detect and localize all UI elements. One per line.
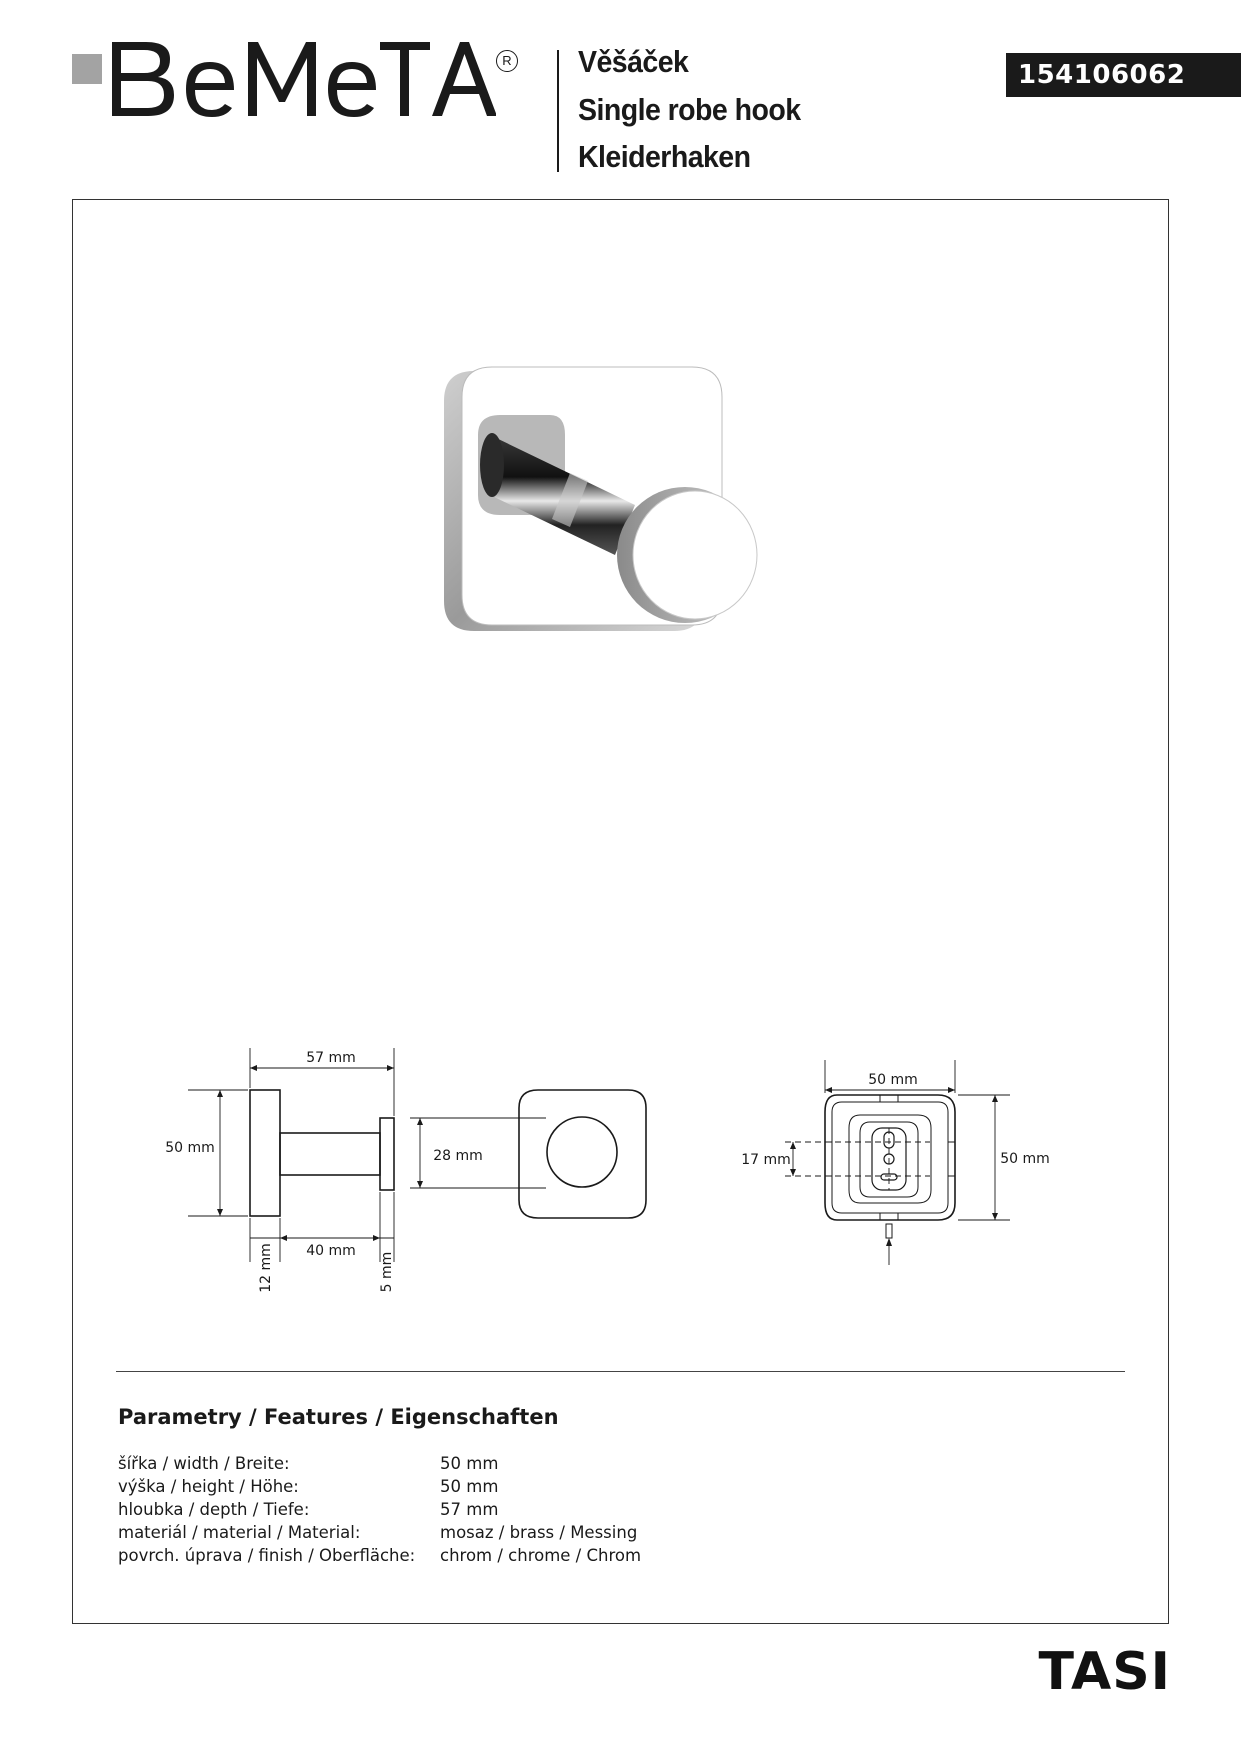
feature-label: hloubka / depth / Tiefe: — [118, 1500, 310, 1519]
title-english: Single robe hook — [578, 92, 801, 127]
side-view-stem — [280, 1133, 380, 1175]
section-divider — [116, 1371, 1125, 1372]
features-heading: Parametry / Features / Eigenschaften — [118, 1405, 559, 1429]
dim-knob-diameter: 28 mm — [433, 1148, 483, 1164]
product-code: 154106062 — [1006, 53, 1241, 97]
back-view-plate-outer — [825, 1095, 955, 1220]
dim-stem-length: 40 mm — [306, 1243, 356, 1259]
registered-trademark-icon: R — [496, 50, 518, 72]
title-german: Kleiderhaken — [578, 139, 751, 174]
feature-label: výška / height / Höhe: — [118, 1477, 299, 1496]
title-czech: Věšáček — [578, 44, 689, 79]
dim-back-width: 50 mm — [868, 1072, 918, 1088]
front-view-plate — [519, 1090, 646, 1218]
feature-label: povrch. úprava / finish / Oberfläche: — [118, 1546, 416, 1565]
front-view-knob — [547, 1117, 617, 1187]
dim-depth: 57 mm — [306, 1050, 356, 1066]
feature-label: šířka / width / Breite: — [118, 1454, 290, 1473]
series-name: TASI — [1038, 1642, 1171, 1702]
feature-label: materiál / material / Material: — [118, 1523, 361, 1542]
feature-value: 57 mm — [440, 1500, 499, 1519]
feature-value: chrom / chrome / Chrom — [440, 1546, 642, 1565]
dim-hole-spacing: 17 mm — [741, 1152, 791, 1168]
dim-back-height: 50 mm — [1000, 1151, 1050, 1167]
dim-side-height: 50 mm — [165, 1140, 215, 1156]
feature-value: 50 mm — [440, 1454, 499, 1473]
dim-base-thickness: 12 mm — [258, 1243, 274, 1293]
dim-knob-thickness: 5 mm — [379, 1251, 395, 1293]
feature-value: mosaz / brass / Messing — [440, 1523, 638, 1542]
side-view-base — [250, 1090, 280, 1216]
feature-value: 50 mm — [440, 1477, 499, 1496]
side-view-knob — [380, 1118, 394, 1190]
